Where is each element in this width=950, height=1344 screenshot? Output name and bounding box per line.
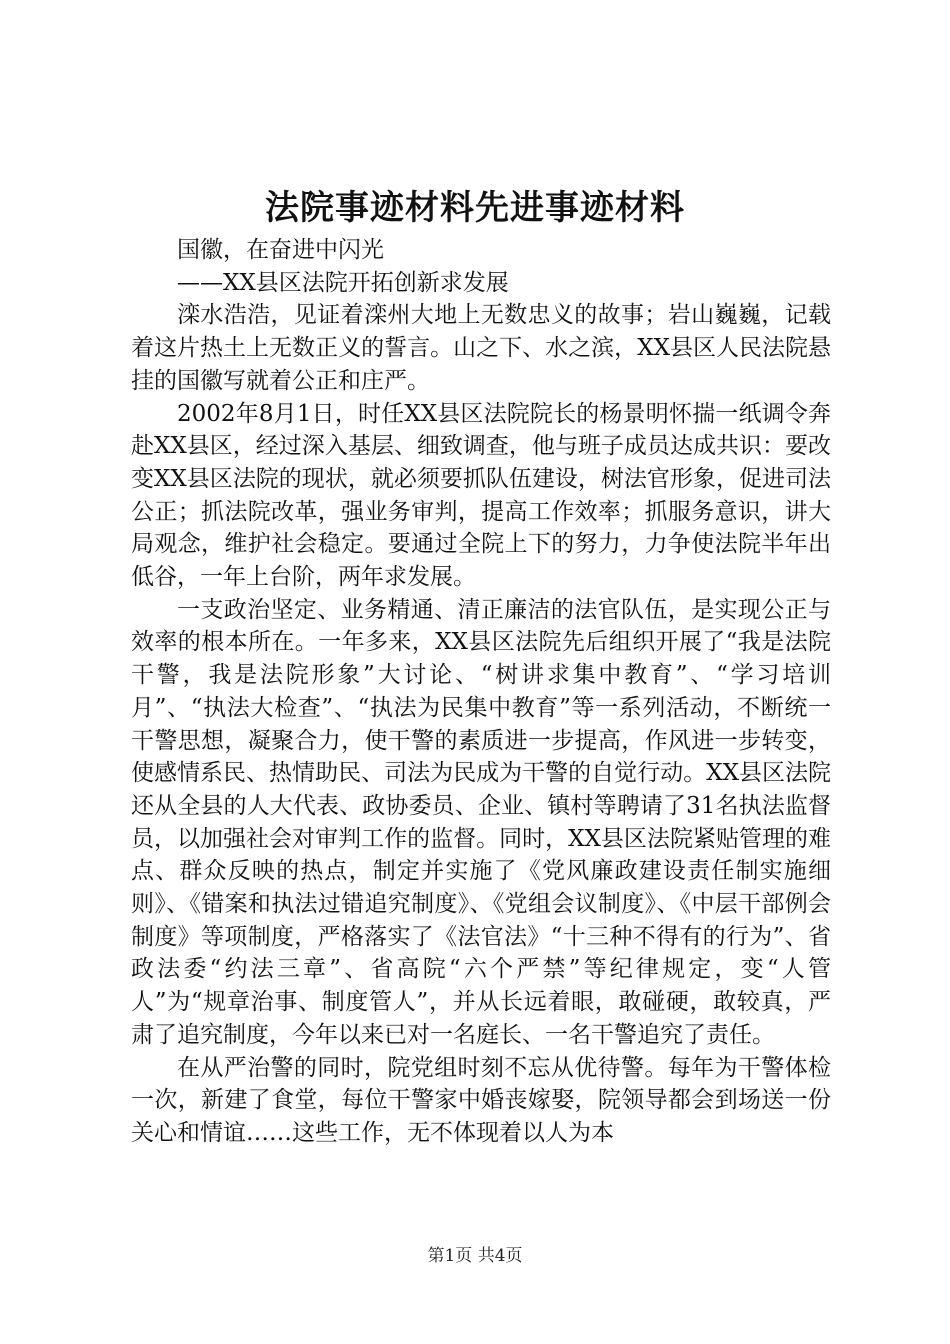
paragraph-subtitle-1: 国徽，在奋进中闪光 <box>177 237 384 263</box>
page-footer: 第1页 共4页 <box>427 1246 523 1266</box>
paragraph-3: 一支政治坚定、业务精通、清正廉洁的法官队伍，是实现公正与效率的根本所在。一年多来，XX县区法院先后组织开展了“我是法院干警，我是法院形象”大讨论、“树讲求集中教育”、“学习培训月”、“执法大检查”、“执法为民集中教育”等一系列活动，不断统一干警思想，凝聚合力，使干警的素质进一步提高，作风进一步转变，使感情系民、热情助民、司法为民成为干警的自觉行动。XX县区法院还从全县的人大代表、政协委员、企业、镇村等聘请了31名执法监督员，以加强社会对审判工作的监督。同时，XX县区法院紧贴管理的难点、群众反映的热点，制定并实施了《党风廉政建设责任制实施细则》、《错案和执法过错追究制度》、《党组会议制度》、《中层干部例会制度》等项制度，严格落实了《法官法》“十三种不得有的行为”、省政法委“约法三章”、省高院“六个严禁”等纪律规定，变“人管人”为“规章治事、制度管人”，并从长远着眼，敢碰硬，敢较真，严肃了追究制度，今年以来已对一名庭长、一名干警追究了责任。 <box>131 596 831 1048</box>
paragraph-subtitle-2: ——XX县区法院开拓创新求发展 <box>177 269 509 296</box>
paragraph-2: 2002年8月1日，时任XX县区法院院长的杨景明怀揣一纸调令奔赴XX县区，经过深入基层、细致调查，他与班子成员达成共识：要改变XX县区法院的现状，就必须要抓队伍建设，树法官形象，促进司法公正；抓法院改革，强业务审判，提高工作效率；抓服务意识，讲大局观念，维护社会稳定。要通过全院上下的努力，力争使法院半年出低谷，一年上台阶，两年求发展。 <box>131 400 831 591</box>
paragraph-1: 滦水浩浩，见证着滦州大地上无数忠义的故事；岩山巍巍，记载着这片热土上无数正义的誓言。山之下、水之滨，XX县区人民法院悬挂的国徽写就着公正和庄严。 <box>131 302 831 394</box>
document-body <box>131 234 831 1150</box>
paragraph-4: 在从严治警的同时，院党组时刻不忘从优待警。每年为干警体检一次，新建了食堂，每位干警家中婚丧嫁娶，院领导都会到场送一份关心和情谊……这些工作，无不体现着以人为本 <box>131 1054 831 1146</box>
document-title: 法院事迹材料先进事迹材料 <box>265 188 685 228</box>
